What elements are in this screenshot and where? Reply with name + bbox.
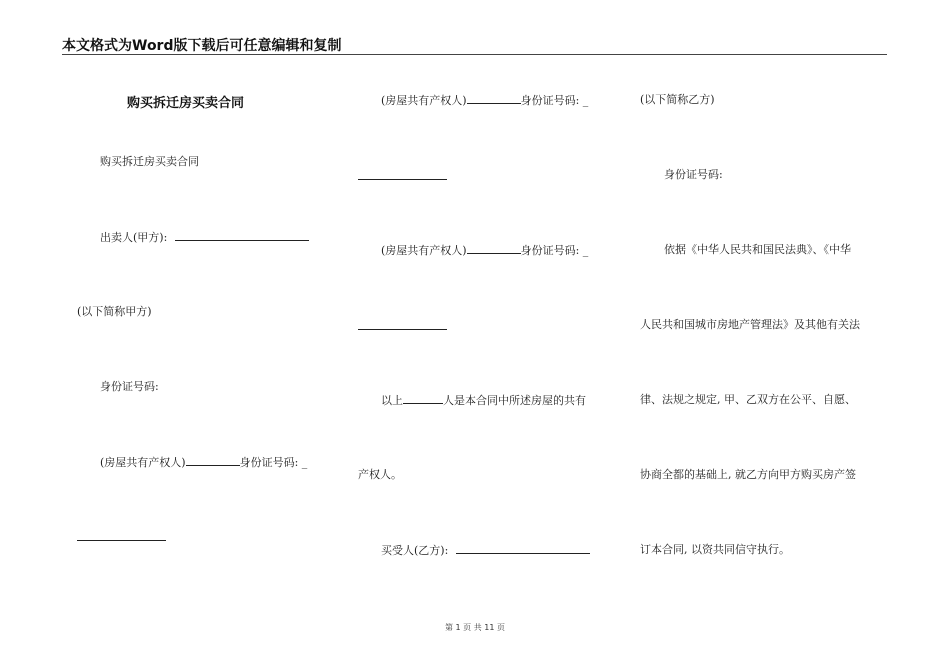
seller-blank[interactable] bbox=[175, 230, 309, 241]
col1-coowner-label: (房屋共有产权人) bbox=[100, 456, 186, 469]
col2-coowner2-id-label: 身份证号码: _ bbox=[520, 244, 589, 257]
coowner-statement bbox=[381, 393, 586, 408]
preamble-line-4: 协商全都的基础上, 就乙方向甲方购买房产签 bbox=[640, 468, 856, 481]
col2-id1-blank-line[interactable] bbox=[358, 179, 447, 180]
header-title: 本文格式为Word版下载后可任意编辑和复制 bbox=[62, 38, 342, 54]
col2-coowner1-id-label: 身份证号码: _ bbox=[520, 94, 589, 107]
seller-alias: (以下简称甲方) bbox=[77, 305, 152, 318]
buyer-blank[interactable] bbox=[456, 543, 590, 554]
col2-coowner2-blank[interactable] bbox=[467, 243, 521, 254]
col1-coowner-id-label: 身份证号码: _ bbox=[239, 456, 308, 469]
col2-coowner1-blank[interactable] bbox=[467, 93, 521, 104]
col2-id2-blank-line[interactable] bbox=[358, 329, 447, 330]
col2-coowner2-line bbox=[381, 243, 588, 258]
header-divider bbox=[62, 54, 887, 55]
preamble-line-5: 订本合同, 以资共同信守执行。 bbox=[640, 543, 790, 556]
statement-continuation: 产权人。 bbox=[358, 468, 402, 481]
col1-coowner-blank[interactable] bbox=[186, 455, 240, 466]
seller-id-label: 身份证号码: bbox=[100, 380, 159, 393]
col1-id-blank-line[interactable] bbox=[77, 540, 166, 541]
buyer-id-label: 身份证号码: bbox=[664, 168, 723, 181]
preamble-line-3: 律、法规之规定, 甲、乙双方在公平、自愿、 bbox=[640, 393, 856, 406]
seller-line bbox=[100, 230, 309, 245]
col1-coowner-line bbox=[100, 455, 307, 470]
col2-coowner1-label: (房屋共有产权人) bbox=[381, 94, 467, 107]
coowner-count-blank[interactable] bbox=[403, 393, 443, 404]
col2-coowner1-line bbox=[381, 93, 588, 108]
document-title: 购买拆迁房买卖合同 bbox=[127, 96, 245, 111]
contract-subtitle: 购买拆迁房买卖合同 bbox=[100, 155, 199, 168]
buyer-line bbox=[381, 543, 590, 558]
seller-label: 出卖人(甲方): bbox=[100, 231, 168, 244]
preamble-line-1: 依据《中华人民共和国民法典》、《中华 bbox=[664, 243, 851, 256]
buyer-label: 买受人(乙方): bbox=[381, 544, 449, 557]
page-number: 第 1 页 共 11 页 bbox=[445, 623, 505, 632]
buyer-alias: (以下简称乙方) bbox=[640, 93, 715, 106]
statement-suffix: 人是本合同中所述房屋的共有 bbox=[443, 394, 586, 407]
statement-prefix: 以上 bbox=[381, 394, 403, 407]
preamble-line-2: 人民共和国城市房地产管理法》及其他有关法 bbox=[640, 318, 860, 331]
col2-coowner2-label: (房屋共有产权人) bbox=[381, 244, 467, 257]
